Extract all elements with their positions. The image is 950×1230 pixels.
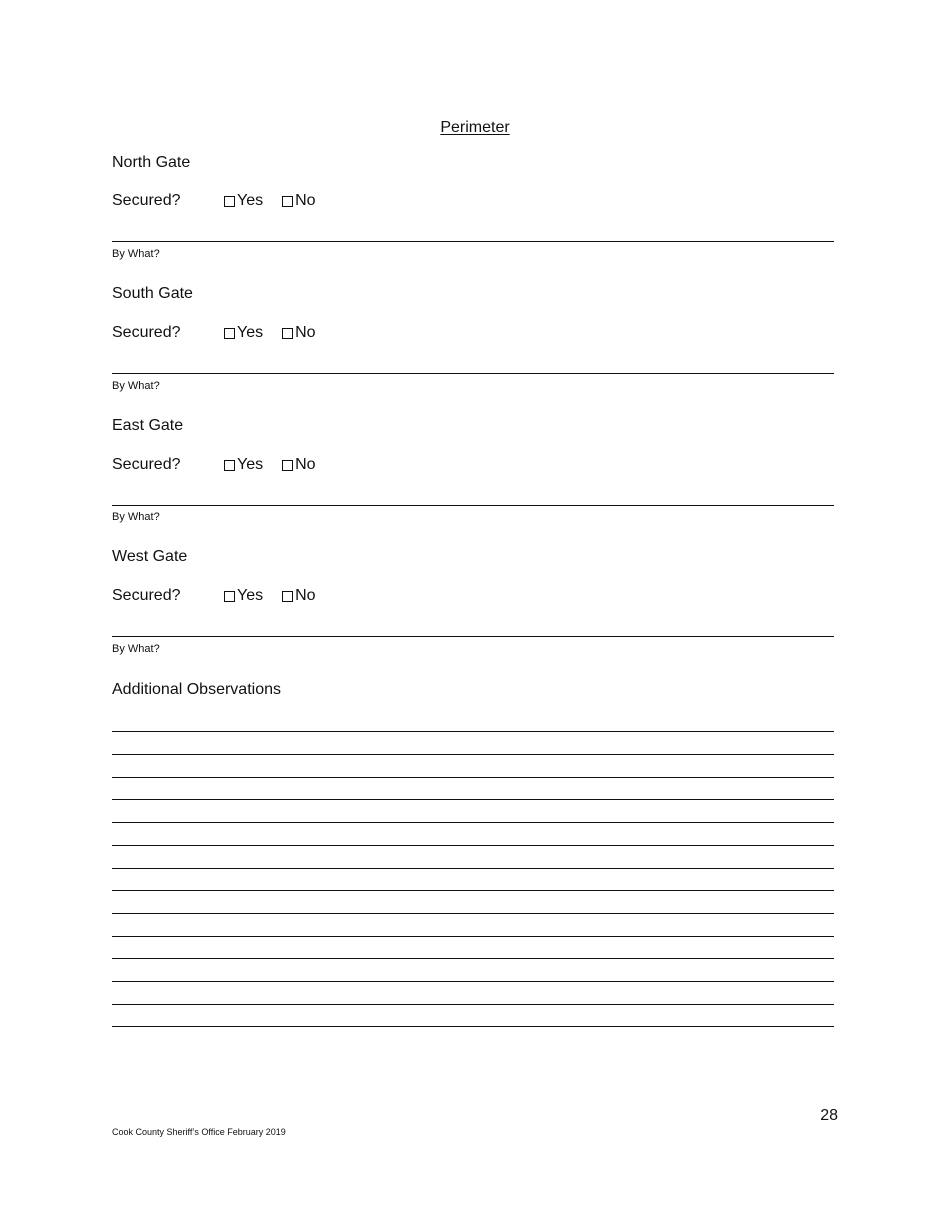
checkbox-icon[interactable] (224, 460, 235, 471)
yes-label: Yes (237, 192, 264, 209)
secured-row-east (112, 454, 335, 476)
gate-name-north: North Gate (112, 154, 191, 171)
observation-line[interactable] (112, 799, 834, 800)
no-option[interactable] (282, 192, 315, 210)
observation-line[interactable] (112, 754, 834, 755)
yes-label: Yes (237, 456, 264, 473)
checkbox-icon[interactable] (224, 328, 235, 339)
page-number: 28 (820, 1107, 838, 1124)
observation-line[interactable] (112, 913, 834, 914)
observation-line[interactable] (112, 845, 834, 846)
secured-row-west (112, 585, 335, 607)
checkbox-icon[interactable] (282, 591, 293, 602)
additional-observations-heading: Additional Observations (112, 681, 281, 698)
secured-row-south (112, 322, 335, 344)
checkbox-icon[interactable] (224, 196, 235, 207)
secured-row-north (112, 190, 335, 212)
yes-label: Yes (237, 324, 264, 341)
observation-line[interactable] (112, 731, 834, 732)
yes-option[interactable] (224, 456, 263, 474)
secured-label: Secured? (112, 324, 181, 341)
no-label: No (295, 324, 316, 341)
no-label: No (295, 456, 316, 473)
no-label: No (295, 587, 316, 604)
answer-line-west[interactable] (112, 636, 834, 637)
by-what-label: By What? (112, 248, 160, 260)
page-title: Perimeter (440, 119, 510, 136)
by-what-label: By What? (112, 511, 160, 523)
observation-line[interactable] (112, 1004, 834, 1005)
observation-line[interactable] (112, 822, 834, 823)
gate-name-south: South Gate (112, 285, 193, 302)
yes-option[interactable] (224, 587, 263, 605)
observation-line[interactable] (112, 868, 834, 869)
no-label: No (295, 192, 316, 209)
observation-line[interactable] (112, 936, 834, 937)
by-what-label: By What? (112, 380, 160, 392)
checkbox-icon[interactable] (282, 196, 293, 207)
no-option[interactable] (282, 587, 315, 605)
checkbox-icon[interactable] (282, 328, 293, 339)
no-option[interactable] (282, 456, 315, 474)
observation-line[interactable] (112, 1026, 834, 1027)
gate-name-west: West Gate (112, 548, 188, 565)
secured-label: Secured? (112, 456, 181, 473)
footer-text: Cook County Sheriff’s Office February 2019 (112, 1127, 286, 1137)
checkbox-icon[interactable] (224, 591, 235, 602)
answer-line-south[interactable] (112, 373, 834, 374)
by-what-label: By What? (112, 643, 160, 655)
observation-line[interactable] (112, 981, 834, 982)
checkbox-icon[interactable] (282, 460, 293, 471)
observation-line[interactable] (112, 958, 834, 959)
yes-option[interactable] (224, 324, 263, 342)
answer-line-east[interactable] (112, 505, 834, 506)
observation-line[interactable] (112, 890, 834, 891)
yes-option[interactable] (224, 192, 263, 210)
observation-line[interactable] (112, 777, 834, 778)
yes-label: Yes (237, 587, 264, 604)
gate-name-east: East Gate (112, 417, 184, 434)
answer-line-north[interactable] (112, 241, 834, 242)
no-option[interactable] (282, 324, 315, 342)
secured-label: Secured? (112, 587, 181, 604)
secured-label: Secured? (112, 192, 181, 209)
